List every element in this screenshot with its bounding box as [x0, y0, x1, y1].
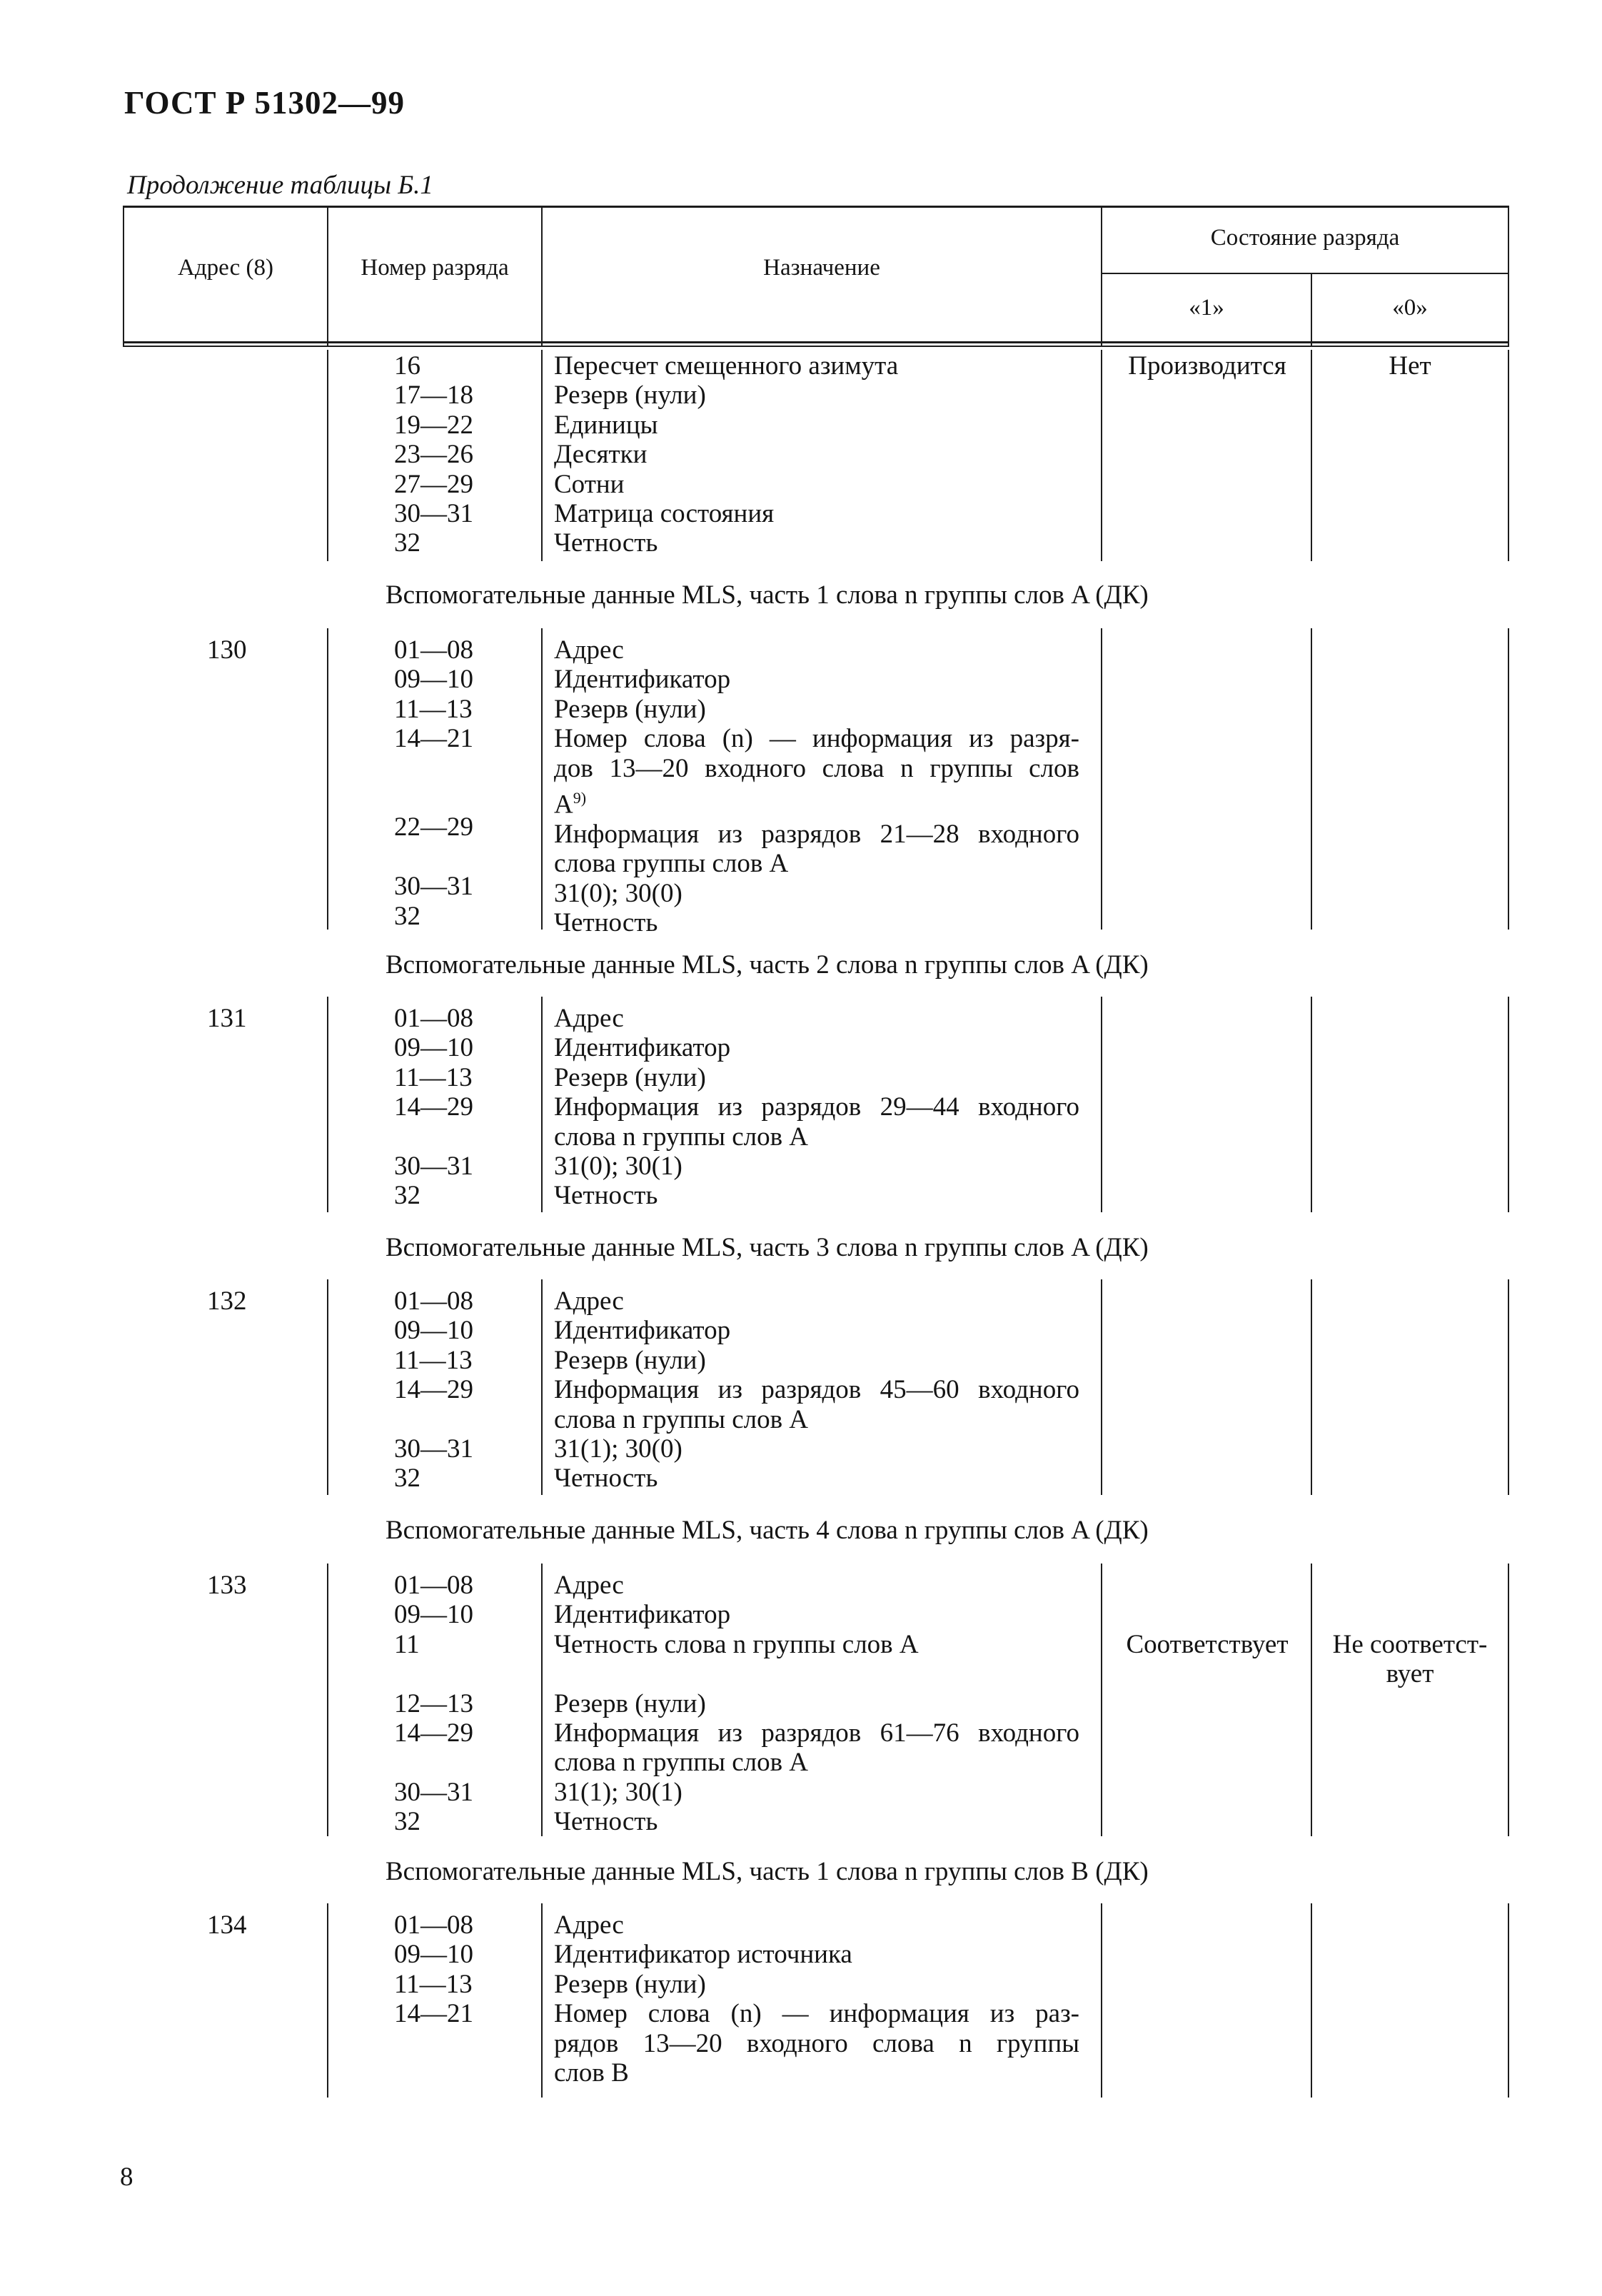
bit-cell — [394, 754, 473, 783]
block0-divider-3 — [1101, 350, 1102, 561]
purpose-cell: Пересчет смещенного азимута — [554, 351, 899, 381]
block4-right-border — [1508, 1564, 1509, 1836]
purpose-cell: Адрес — [554, 635, 624, 665]
purpose-cell — [554, 783, 1079, 820]
table-caption: Продолжение таблицы Б.1 — [127, 171, 433, 200]
block3-divider-2 — [541, 1279, 543, 1495]
block3-right-border — [1508, 1279, 1509, 1495]
block0-divider-1 — [327, 350, 328, 561]
purpose-cell: Четность — [554, 907, 658, 937]
block4-divider-4 — [1311, 1564, 1312, 1836]
block2-purposes — [554, 1004, 1079, 1211]
purpose-cell: 31(1); 30(1) — [554, 1777, 682, 1807]
bit-cell: 09—10 — [394, 1600, 473, 1630]
purpose-cell: Четность — [554, 1464, 658, 1494]
block5-divider-2 — [541, 1903, 543, 2098]
purpose-cell: Четность — [554, 1181, 658, 1211]
block1-address: 130 — [207, 635, 247, 665]
bit-cell: 14—29 — [394, 1375, 473, 1405]
block5-right-border — [1508, 1903, 1509, 2098]
bit-cell: 01—08 — [394, 1910, 473, 1940]
bit-cell — [394, 2029, 473, 2058]
bit-cell: 27—29 — [394, 469, 473, 499]
state-zero-line: Не соответст- — [1332, 1630, 1488, 1659]
purpose-cell: 31(1); 30(0) — [554, 1434, 682, 1464]
block2-divider-2 — [541, 997, 543, 1212]
bit-cell: 01—08 — [394, 1004, 473, 1033]
block0-state-zero: Нет — [1389, 351, 1431, 381]
bit-cell: 19—22 — [394, 410, 473, 440]
block3-bits — [394, 1287, 473, 1494]
purpose-cell: Резерв (нули) — [554, 381, 706, 411]
block3-divider-4 — [1311, 1279, 1312, 1495]
block2-divider-3 — [1101, 997, 1102, 1212]
bit-cell — [394, 1659, 473, 1688]
header-address: Адрес (8) — [178, 255, 273, 281]
bit-cell: 14—29 — [394, 1092, 473, 1122]
bit-cell: 09—10 — [394, 1316, 473, 1346]
bit-cell: 30—31 — [394, 499, 473, 529]
state-header-divider — [1101, 273, 1509, 274]
bit-cell: 11—13 — [394, 1969, 473, 1999]
page-number: 8 — [120, 2162, 134, 2192]
bit-cell — [394, 842, 473, 872]
bit-cell: 32 — [394, 901, 420, 931]
block2-bits — [394, 1004, 473, 1211]
bit-cell: 14—21 — [394, 724, 473, 754]
purpose-cell: Идентификатор — [554, 665, 731, 695]
purpose-cell: рядов 13—20 входного слова n группы — [554, 2028, 1079, 2058]
bit-cell: 23—26 — [394, 440, 473, 470]
bit-cell: 11 — [394, 1629, 420, 1659]
bit-cell: 09—10 — [394, 1940, 473, 1970]
block0-bits — [394, 351, 473, 558]
header-purpose: Назначение — [763, 255, 880, 281]
purpose-cell: Единицы — [554, 410, 658, 440]
purpose-cell: Идентификатор — [554, 1033, 731, 1063]
block0-state-one: Производится — [1128, 351, 1286, 381]
bit-cell: 11—13 — [394, 1062, 473, 1092]
bit-cell: 09—10 — [394, 1033, 473, 1063]
purpose-cell: Идентификатор — [554, 1600, 731, 1630]
bit-cell: 09—10 — [394, 665, 473, 695]
purpose-cell: 31(0); 30(1) — [554, 1152, 682, 1182]
bit-cell: 01—08 — [394, 1287, 473, 1316]
purpose-cell: Резерв (нули) — [554, 1062, 706, 1092]
block3-purposes — [554, 1287, 1079, 1494]
block4-divider-3 — [1101, 1564, 1102, 1836]
purpose-cell: Адрес — [554, 1004, 624, 1033]
purpose-cell: Информация из разрядов 21—28 входного — [554, 819, 1079, 849]
block3-divider-1 — [327, 1279, 328, 1495]
block0-right-border — [1508, 350, 1509, 561]
block5-address: 134 — [207, 1910, 247, 1940]
bit-cell: 32 — [394, 528, 420, 558]
purpose-cell: Информация из разрядов 61—76 входного — [554, 1718, 1079, 1748]
block2-right-border — [1508, 997, 1509, 1212]
header-state-zero: «0» — [1392, 295, 1428, 321]
block4-state-zero — [1314, 1630, 1506, 1689]
block4-purposes — [554, 1571, 1079, 1837]
header-bit-number: Номер разряда — [361, 255, 509, 281]
block4-state-one: Соответствует — [1126, 1630, 1289, 1659]
bit-cell — [394, 2058, 473, 2088]
purpose-cell: Резерв (нули) — [554, 1345, 706, 1375]
block1-right-border — [1508, 628, 1509, 930]
purpose-cell: Сотни — [554, 469, 625, 499]
bit-cell: 17—18 — [394, 381, 473, 411]
bit-cell: 11—13 — [394, 1345, 473, 1375]
purpose-cell: 31(0); 30(0) — [554, 878, 682, 908]
purpose-cell: Идентификатор источника — [554, 1940, 852, 1970]
bit-cell: 30—31 — [394, 1434, 473, 1464]
block1-purposes — [554, 635, 1079, 937]
purpose-cell: Номер слова (n) — информация из раз- — [554, 1999, 1079, 2029]
purpose-cell: Резерв (нули) — [554, 1969, 706, 1999]
purpose-cell: Резерв (нули) — [554, 694, 706, 724]
block4-bits — [394, 1571, 473, 1837]
bit-cell — [394, 783, 473, 812]
section-title-block4: Вспомогательные данные MLS, часть 4 слова n группы слов A (ДК) — [386, 1516, 1149, 1545]
document-title: ГОСТ Р 51302—99 — [124, 85, 405, 121]
purpose-cell: слова группы слов A — [554, 849, 789, 879]
bit-cell — [394, 1405, 473, 1434]
state-zero-line: вует — [1386, 1659, 1434, 1689]
purpose-cell: Резерв (нули) — [554, 1688, 706, 1718]
bit-cell: 30—31 — [394, 1777, 473, 1807]
section-title-block1: Вспомогательные данные MLS, часть 1 слова n группы слов A (ДК) — [386, 580, 1149, 610]
bit-cell: 22—29 — [394, 812, 473, 842]
block0-divider-4 — [1311, 350, 1312, 561]
bit-cell: 01—08 — [394, 635, 473, 665]
block5-purposes — [554, 1910, 1079, 2088]
block1-divider-1 — [327, 628, 328, 930]
bit-cell: 16 — [394, 351, 420, 381]
block4-address: 133 — [207, 1571, 247, 1600]
block1-divider-2 — [541, 628, 543, 930]
header-bottom-border-2 — [123, 346, 1509, 347]
block5-divider-3 — [1101, 1903, 1102, 2098]
purpose-cell: Адрес — [554, 1910, 624, 1940]
purpose-cell: Информация из разрядов 45—60 входного — [554, 1375, 1079, 1405]
section-title-block3: Вспомогательные данные MLS, часть 3 слова n группы слов A (ДК) — [386, 1233, 1149, 1262]
table-top-border — [123, 206, 1509, 208]
bit-cell: 32 — [394, 1464, 420, 1494]
purpose-cell: слова n группы слов A — [554, 1748, 809, 1778]
header-bottom-border — [123, 341, 1509, 343]
purpose-cell: Адрес — [554, 1571, 624, 1600]
purpose-cell: Четность слова n группы слов A — [554, 1629, 919, 1659]
block4-divider-2 — [541, 1564, 543, 1836]
bit-cell: 01—08 — [394, 1571, 473, 1600]
purpose-cell: Матрица состояния — [554, 499, 775, 529]
bit-cell: 12—13 — [394, 1688, 473, 1718]
purpose-cell: дов 13—20 входного слова n группы слов — [554, 753, 1079, 783]
purpose-cell: Десятки — [554, 440, 648, 470]
block1-divider-3 — [1101, 628, 1102, 930]
bit-cell: 30—31 — [394, 1152, 473, 1182]
header-state-one: «1» — [1189, 295, 1224, 321]
purpose-cell: слова n группы слов A — [554, 1122, 809, 1152]
bit-cell: 11—13 — [394, 694, 473, 724]
section-title-block5: Вспомогательные данные MLS, часть 1 слова n группы слов B (ДК) — [386, 1857, 1149, 1886]
header-bit-state: Состояние разряда — [1210, 225, 1400, 251]
block1-bits — [394, 635, 473, 931]
bit-cell — [394, 1122, 473, 1152]
bit-cell: 32 — [394, 1807, 420, 1837]
purpose-cell: Четность — [554, 1807, 658, 1837]
header-right-border — [1508, 206, 1509, 347]
block2-divider-4 — [1311, 997, 1312, 1212]
purpose-cell: Информация из разрядов 29—44 входного — [554, 1092, 1079, 1122]
section-title-block2: Вспомогательные данные MLS, часть 2 слова n группы слов A (ДК) — [386, 950, 1149, 980]
block5-divider-1 — [327, 1903, 328, 2098]
purpose-cell: слов B — [554, 2058, 629, 2088]
purpose-cell: Идентификатор — [554, 1316, 731, 1346]
block3-divider-3 — [1101, 1279, 1102, 1495]
bit-cell: 32 — [394, 1181, 420, 1211]
purpose-cell: слова n группы слов A — [554, 1404, 809, 1434]
block3-address: 132 — [207, 1287, 247, 1316]
bit-cell: 14—29 — [394, 1718, 473, 1748]
bit-cell: 14—21 — [394, 1999, 473, 2029]
block4-divider-1 — [327, 1564, 328, 1836]
footnote-mark: 9) — [573, 789, 587, 807]
purpose-cell — [554, 1659, 1079, 1688]
block2-divider-1 — [327, 997, 328, 1212]
block0-divider-2 — [541, 350, 543, 561]
purpose-cell: Номер слова (n) — информация из разря- — [554, 724, 1079, 754]
bit-cell: 30—31 — [394, 872, 473, 902]
block2-address: 131 — [207, 1004, 247, 1033]
bit-cell — [394, 1748, 473, 1777]
block0-purposes — [554, 351, 898, 558]
block5-divider-4 — [1311, 1903, 1312, 2098]
purpose-cell: Адрес — [554, 1287, 624, 1316]
purpose-text: A — [554, 790, 573, 820]
block1-divider-4 — [1311, 628, 1312, 930]
purpose-cell: Четность — [554, 528, 658, 558]
block5-bits — [394, 1910, 473, 2088]
